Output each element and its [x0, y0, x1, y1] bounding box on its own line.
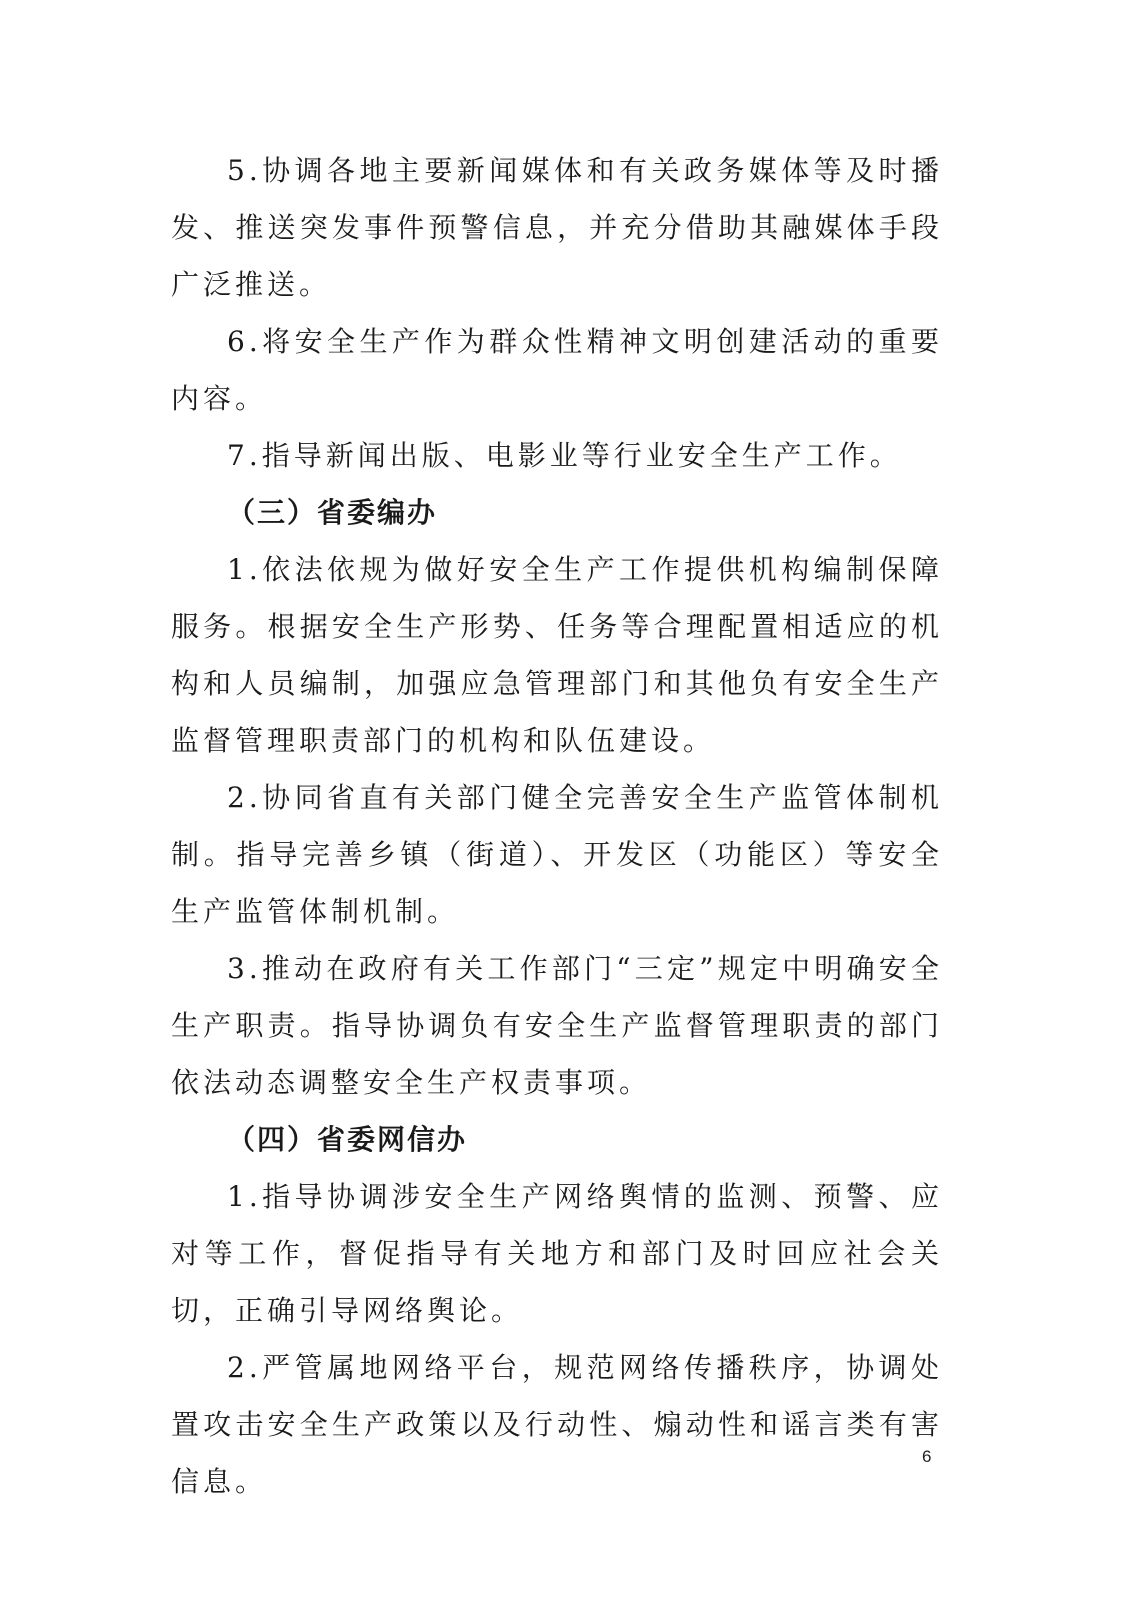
paragraph-item-1-b: 1.指导协调涉安全生产网络舆情的监测、预警、应对等工作，督促指导有关地方和部门及时回应社会关切，正确引导网络舆论。	[171, 1180, 943, 1327]
document-body	[171, 142, 943, 1510]
paragraph-item-5: 5.协调各地主要新闻媒体和有关政务媒体等及时播发、推送突发事件预警信息，并充分借助其融媒体手段广泛推送。	[171, 154, 943, 301]
paragraph-item-2-b: 2.严管属地网络平台，规范网络传播秩序，协调处置攻击安全生产政策以及行动性、煽动性和谣言类有害信息。	[171, 1351, 943, 1498]
section-heading-4: （四）省委网信办	[227, 1123, 468, 1156]
paragraph-item-2: 2.协同省直有关部门健全完善安全生产监管体制机制。指导完善乡镇（街道）、开发区（功能区）等安全生产监管体制机制。	[171, 781, 943, 928]
paragraph-item-7: 7.指导新闻出版、电影业等行业安全生产工作。	[227, 439, 902, 472]
paragraph-item-6: 6.将安全生产作为群众性精神文明创建活动的重要内容。	[171, 325, 943, 415]
page-number: 6	[922, 1447, 932, 1466]
paragraph-item-1: 1.依法依规为做好安全生产工作提供机构编制保障服务。根据安全生产形势、任务等合理配置相适应的机构和人员编制，加强应急管理部门和其他负有安全生产监督管理职责部门的机构和队伍建设。	[171, 553, 943, 757]
section-heading-3: （三）省委编办	[227, 496, 438, 529]
paragraph-item-3: 3.推动在政府有关工作部门“三定”规定中明确安全生产职责。指导协调负有安全生产监督管理职责的部门依法动态调整安全生产权责事项。	[171, 952, 943, 1099]
